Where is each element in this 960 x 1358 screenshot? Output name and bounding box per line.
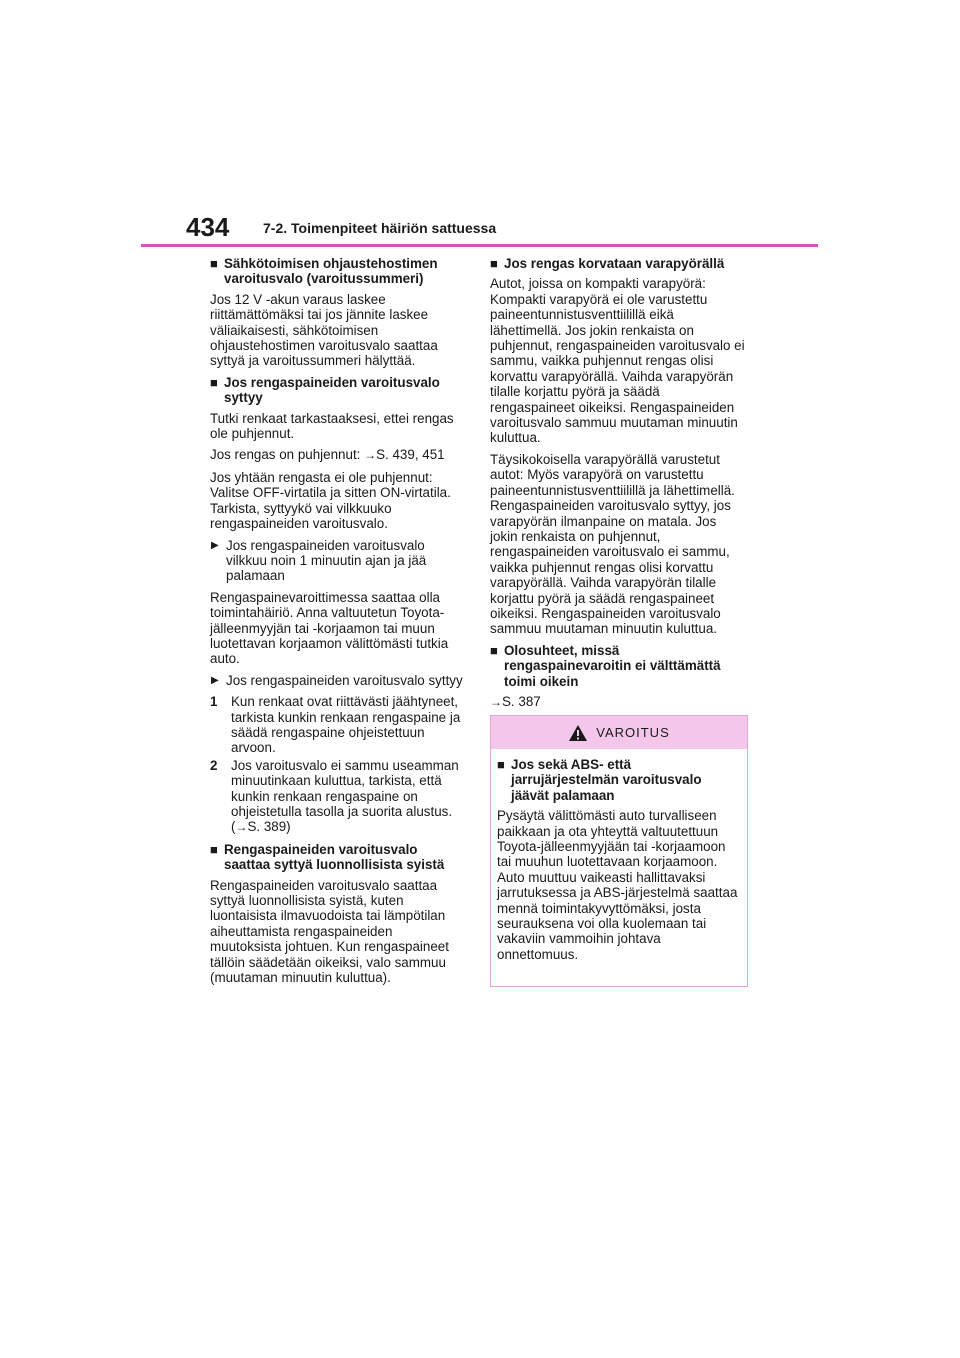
warning-title: VAROITUS xyxy=(596,725,670,740)
paragraph: Rengaspaineiden varoitusvalo saattaa syttyä luonnollisista syistä, kuten luontaisista ilmavuodoista tai lämpötilan aiheuttamista rengaspaineiden muutoksista johtuen. Kun rengaspaineet tällöin säädetään oikeiksi, valo sammuu (muutaman minuutin kuluttua). xyxy=(210,877,449,986)
heading-text: Rengaspaineiden varoitusvalo saattaa syttyä luonnollisista syistä xyxy=(224,841,445,873)
paragraph: Jos yhtään rengasta ei ole puhjennut: Valitse OFF-virtatila ja sitten ON-virtatila. Tarkista, syttyykö vai vilkkuuko rengaspaineiden varoitusvalo. xyxy=(210,469,451,532)
paragraph: Autot, joissa on kompakti varapyörä: Kompakti varapyörä ei ole varustettu paineentunnistusventtiilillä eikä lähettimellä. Jos jokin renkaista on puhjennut, rengaspaineiden varoitusvalo ei sammu, vaikka puhjennut rengas olisi korvattu varapyörällä. Vaihda varapyörän tilalle korjattu pyörä ja säädä rengaspaineet oikeiksi. Rengaspaineiden varoitusvalo sammuu muutaman minuutin kuluttua. xyxy=(490,276,745,446)
page-number: 434 xyxy=(186,212,230,242)
paragraph: Rengaspainevaroittimessa saattaa olla toimintahäiriö. Anna valtuutetun Toyota-jälleenmyyjän tai -korjaamon tai muun luotettavan korjaamon välittömästi tutkia auto. xyxy=(210,589,449,667)
left-column xyxy=(210,256,466,991)
heading-text: Jos sekä ABS- että jarrujärjestelmän varoitusvalo jäävät palamaan xyxy=(511,757,702,803)
section-heading xyxy=(210,375,466,406)
triangle-bullet-icon: ▶ xyxy=(211,539,219,551)
triangle-bullet-icon: ▶ xyxy=(211,674,219,686)
page-reference: S. 439, 451 xyxy=(376,447,445,463)
bullet-text: Jos rengaspaineiden varoitusvalo vilkkuu noin 1 minuutin ajan ja jää palamaan xyxy=(226,537,427,584)
arrow-right-icon: → xyxy=(490,694,502,709)
paragraph: Täysikokoisella varapyörällä varustetut autot: Myös varapyörä on varustettu paineentunnistusventtiilillä ja lähettimellä. Rengaspaineiden varoitusvalo syttyy, jos varapyörän ilmanpaine on matala. Jos jokin renkaista on puhjennut, rengaspaineiden varoitusvalo ei sammu, vaikka puhjennut rengas olisi korvattu varapyörällä. Vaihda varapyörän tilalle korjattu pyörä ja säädä rengaspaineet oikeiksi. Rengaspaineiden varoitusvalo sammuu muutaman minuutin kuluttua. xyxy=(490,451,735,637)
section-heading xyxy=(490,256,746,271)
square-bullet-icon: ■ xyxy=(497,757,505,772)
warning-body xyxy=(491,749,747,962)
page-reference: S. 389) xyxy=(247,819,291,835)
section-heading xyxy=(497,757,741,803)
step-item xyxy=(210,758,466,836)
section-heading xyxy=(490,643,746,689)
arrow-right-icon: → xyxy=(364,448,377,463)
header-rule xyxy=(141,244,818,247)
paragraph: Jos 12 V -akun varaus laskee riittämättömäksi tai jos jännite laskee väliaikaisesti, sähkötoimisen ohjaustehostimen varoitusvalo saattaa syttyä ja varoitussummeri hälyttää. xyxy=(210,291,438,369)
square-bullet-icon: ■ xyxy=(210,841,218,857)
heading-text: Sähkötoimisen ohjaustehostimen varoitusvalo (varoitussummeri) xyxy=(224,256,438,287)
warning-header xyxy=(491,716,747,749)
square-bullet-icon: ■ xyxy=(490,642,498,658)
paragraph xyxy=(490,694,746,710)
warning-box xyxy=(490,715,748,987)
step-number: 2 xyxy=(210,757,218,773)
chapter-title: 7-2. Toimenpiteet häiriön sattuessa xyxy=(263,220,497,236)
list-item xyxy=(210,673,466,688)
section-heading xyxy=(210,256,466,287)
step-text: Kun renkaat ovat riittävästi jäähtyneet, tarkista kunkin renkaan rengaspaine ja säädä rengaspaine ohjeistettuun arvoon. xyxy=(231,694,461,756)
square-bullet-icon: ■ xyxy=(210,256,218,271)
paragraph: Pysäytä välittömästi auto turvalliseen paikkaan ja ota yhteyttä valtuutettuun Toyota-jälleenmyyjään tai -korjaamoon tai muuhun luotettavaan korjaamoon. xyxy=(497,808,726,870)
page-reference: S. 387 xyxy=(502,693,541,709)
bullet-text: Jos rengaspaineiden varoitusvalo syttyy xyxy=(226,672,463,688)
square-bullet-icon: ■ xyxy=(490,256,498,271)
step-text-body: Jos varoitusvalo ei sammu useamman minuutinkaan kuluttua, tarkista, että kunkin renkaan rengaspaine on ohjeistetulla tasolla ja suorita alustus. ( xyxy=(231,757,459,835)
paragraph: Auto muuttuu vaikeasti hallittavaksi jarrutuksessa ja ABS-järjestelmä saattaa mennä toimintakyvyttömäksi, josta seurauksena voi olla kuolemaan tai vakaviin vammoihin johtava onnettomuus. xyxy=(497,869,738,962)
warning-triangle-icon xyxy=(568,724,588,742)
step-item xyxy=(210,694,466,756)
step-text xyxy=(231,758,466,836)
paragraph: Tutki renkaat tarkastaaksesi, ettei rengas ole puhjennut. xyxy=(210,410,454,442)
step-number: 1 xyxy=(210,694,218,710)
heading-text: Jos rengas korvataan varapyörällä xyxy=(504,256,725,271)
heading-text: Jos rengaspaineiden varoitusvalo syttyy xyxy=(224,374,440,406)
list-item xyxy=(210,538,466,584)
heading-text: Olosuhteet, missä rengaspainevaroitin ei välttämättä toimi oikein xyxy=(504,642,721,689)
section-heading xyxy=(210,842,466,873)
right-column xyxy=(490,256,746,716)
arrow-right-icon: → xyxy=(235,820,248,835)
paragraph-text: Jos rengas on puhjennut: xyxy=(210,447,365,463)
paragraph xyxy=(210,447,466,463)
square-bullet-icon: ■ xyxy=(210,374,218,390)
